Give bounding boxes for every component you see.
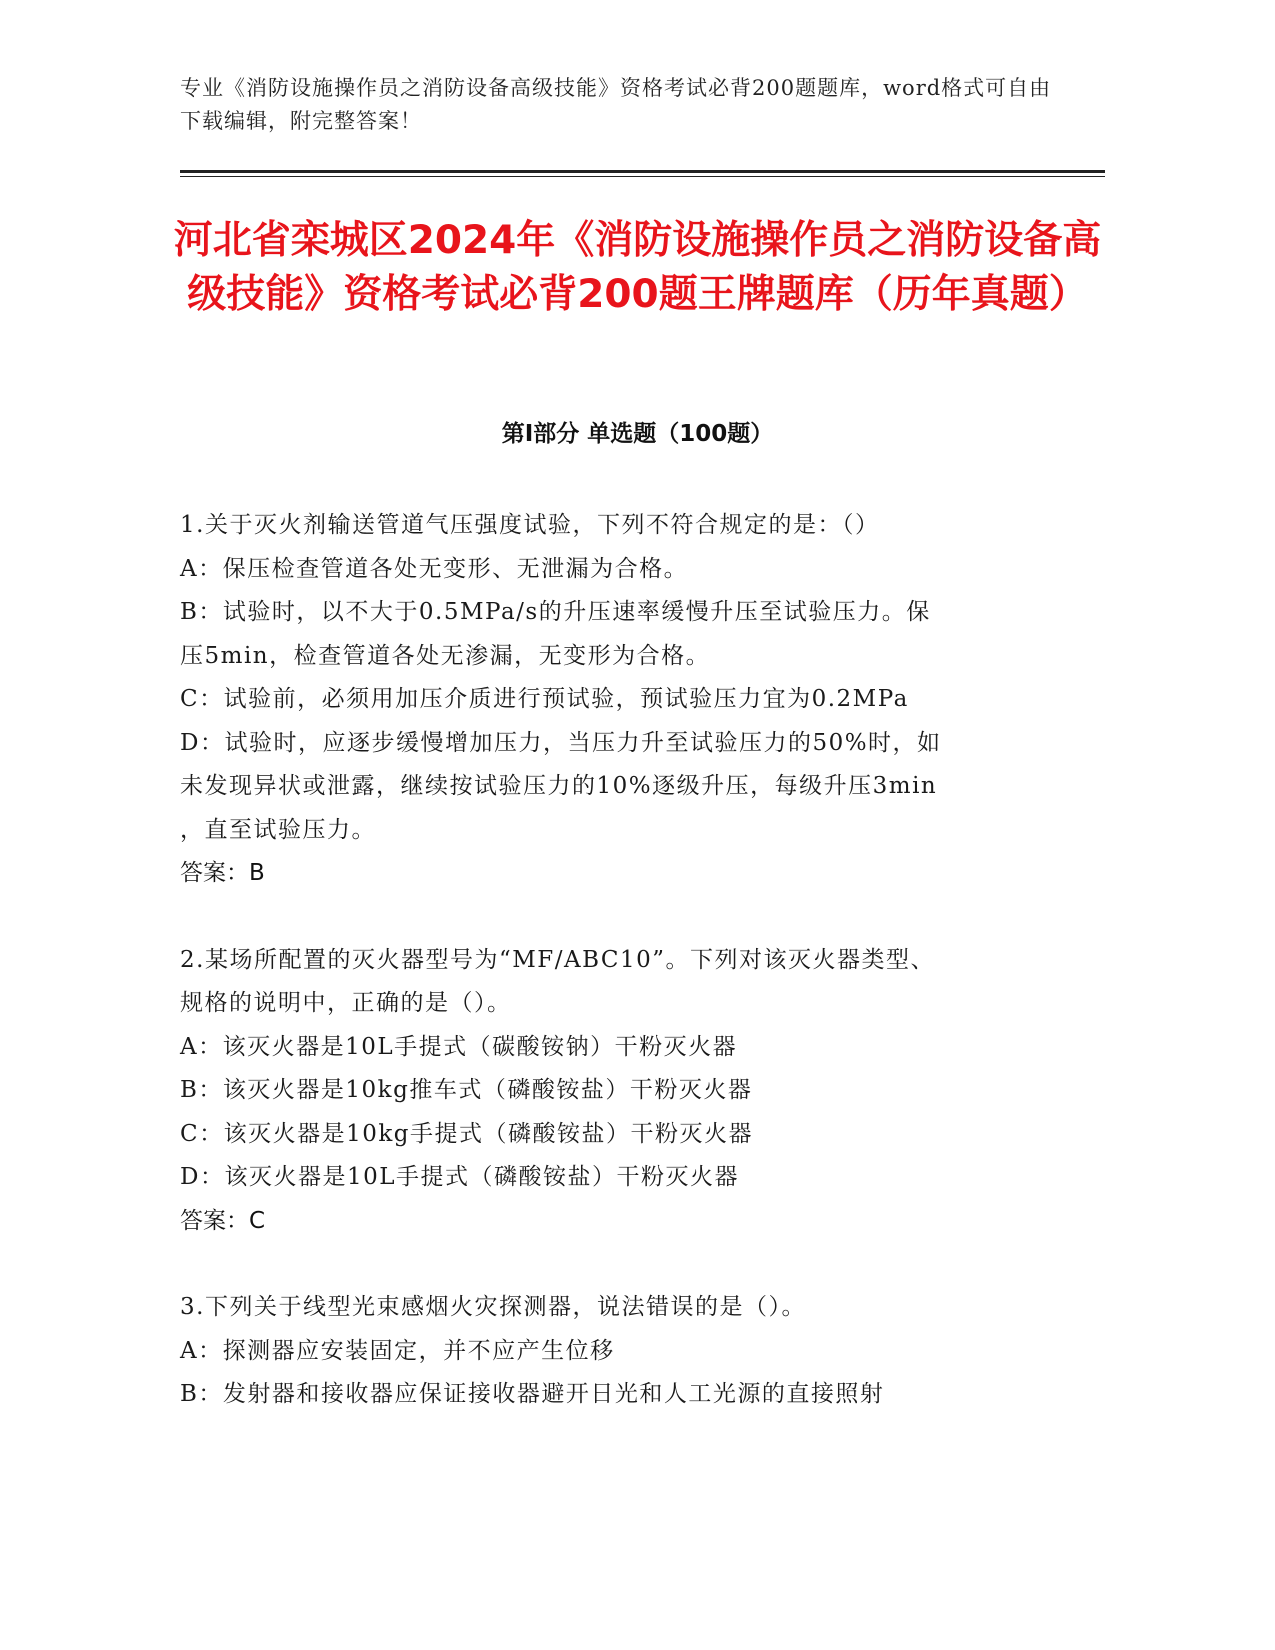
question-1-option-d: D：试验时，应逐步缓慢增加压力，当压力升至试验压力的50%时，如	[180, 729, 942, 756]
question-1-option-c: C：试验前，必须用加压介质进行预试验，预试验压力宜为0.2MPa	[180, 686, 909, 712]
answer-value: C	[249, 1207, 266, 1234]
question-1	[180, 504, 1060, 896]
header-note: 专业《消防设施操作员之消防设备高级技能》资格考试必背200题题库，word格式可自由下载编辑，附完整答案！	[180, 76, 1052, 133]
question-list	[180, 504, 1060, 1460]
answer-value: B	[249, 860, 265, 886]
question-1-answer	[180, 852, 1060, 896]
answer-label: 答案：	[180, 860, 249, 886]
question-1-option-b: B：试验时，以不大于0.5MPa/s的升压速率缓慢升压至试验压力。保	[180, 599, 931, 625]
question-3-option-b: B：发射器和接收器应保证接收器避开日光和人工光源的直接照射	[180, 1381, 885, 1407]
question-2	[180, 939, 1060, 1244]
question-2-option-c: C：该灭火器是10kg手提式（磷酸铵盐）干粉灭火器	[180, 1120, 754, 1147]
question-1-option-d-cont2: ，直至试验压力。	[180, 816, 376, 843]
question-2-option-d: D：该灭火器是10L手提式（磷酸铵盐）干粉灭火器	[180, 1164, 739, 1190]
question-3-option-a: A：探测器应安装固定，并不应产生位移	[180, 1337, 615, 1364]
section-heading: 第I部分 单选题（100题）	[501, 421, 774, 447]
header-divider-thick	[180, 170, 1105, 173]
document-title: 河北省栾城区2024年《消防设施操作员之消防设备高级技能》资格考试必背200题王牌题库（历年真题）	[173, 218, 1102, 317]
answer-label: 答案：	[180, 1207, 249, 1234]
question-2-answer	[180, 1200, 1060, 1244]
question-3	[180, 1286, 1060, 1417]
question-2-stem-cont: 规格的说明中，正确的是（）。	[180, 990, 512, 1016]
question-2-option-b: B：该灭火器是10kg推车式（磷酸铵盐）干粉灭火器	[180, 1077, 753, 1103]
question-1-option-a: A：保压检查管道各处无变形、无泄漏为合格。	[180, 555, 689, 582]
question-1-option-d-cont: 未发现异状或泄露，继续按试验压力的10%逐级升压，每级升压3min	[180, 773, 938, 799]
header-divider-thin	[180, 176, 1105, 177]
question-1-option-b-cont: 压5min，检查管道各处无渗漏，无变形为合格。	[180, 642, 711, 669]
question-3-stem: 3.下列关于线型光束感烟火灾探测器，说法错误的是（）。	[180, 1294, 806, 1320]
question-1-stem: 1.关于灭火剂输送管道气压强度试验，下列不符合规定的是：（）	[180, 512, 880, 538]
question-2-option-a: A：该灭火器是10L手提式（碳酸铵钠）干粉灭火器	[180, 1033, 738, 1060]
question-2-stem: 2.某场所配置的灭火器型号为“MF/ABC10”。下列对该灭火器类型、	[180, 946, 936, 973]
